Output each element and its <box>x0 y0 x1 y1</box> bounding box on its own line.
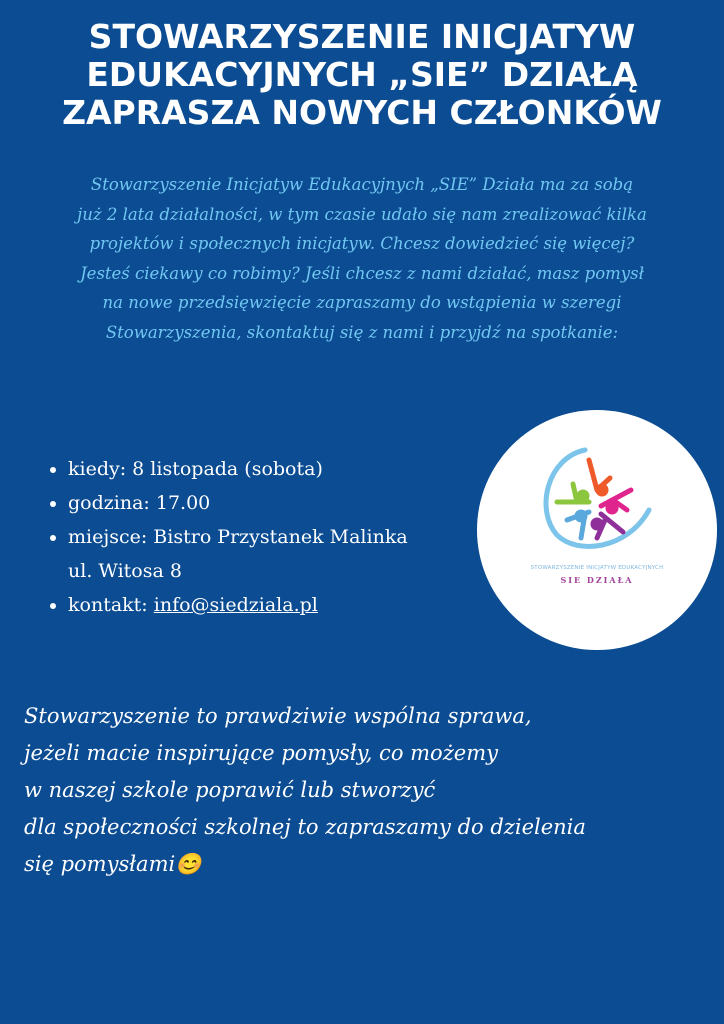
outro-line: Stowarzyszenie to prawdziwie wspólna sprawa, <box>24 704 532 728</box>
purple-figure <box>593 514 623 538</box>
green-figure <box>557 484 589 502</box>
closing-paragraph <box>24 698 586 883</box>
organization-logo <box>477 410 717 650</box>
intro-paragraph <box>20 170 704 347</box>
detail-place <box>68 520 408 588</box>
intro-line: na nowe przedsięwzięcie zapraszamy do wstąpienia w szeregi <box>102 293 622 312</box>
outro-line: w naszej szkole poprawić lub stworzyć <box>24 778 436 802</box>
intro-line: Jesteś ciekawy co robimy? Jeśli chcesz z nami działać, masz pomysł <box>80 263 644 283</box>
detail-address: ul. Witosa 8 <box>68 560 182 582</box>
detail-time: • godzina: 17.00 <box>68 486 408 520</box>
page-title <box>0 18 724 132</box>
contact-email-link[interactable]: info@siedziala.pl <box>153 594 318 616</box>
intro-line: Stowarzyszenie Inicjatyw Edukacyjnych „SIE” Działa ma za sobą <box>90 175 634 194</box>
detail-when: • kiedy: 8 listopada (sobota) <box>68 452 408 486</box>
detail-contact <box>68 588 408 622</box>
intro-line: już 2 lata działalności, w tym czasie udało się nam zrealizować kilka <box>77 204 647 224</box>
blue-figure <box>567 512 589 538</box>
intro-line: projektów i społecznych inicjatyw. Chcesz dowiedzieć się więcej? <box>89 234 635 253</box>
title-line: ZAPRASZA NOWYCH CZŁONKÓW <box>62 93 662 132</box>
detail-place-text: miejsce: Bistro Przystanek Malinka <box>68 526 408 548</box>
intro-line: Stowarzyszenia, skontaktuj się z nami i przyjdź na spotkanie: <box>105 322 619 342</box>
logo-figures-icon <box>477 410 717 650</box>
logo-name: SIE DZIAŁA <box>560 575 634 585</box>
outro-line: dla społeczności szkolnej to zapraszamy do dzielenia <box>24 815 586 839</box>
title-line: STOWARZYSZENIE INICJATYW <box>88 17 636 56</box>
event-details-list <box>46 452 408 622</box>
outro-line: jeżeli macie inspirujące pomysły, co możemy <box>24 741 498 765</box>
title-line: EDUKACYJNYCH „SIE” DZIAŁĄ <box>86 55 638 94</box>
outro-line: się pomysłami😊 <box>24 852 202 876</box>
contact-label: kontakt: <box>68 594 154 616</box>
orange-figure <box>589 460 610 494</box>
logo-subtitle: STOWARZYSZENIE INICJATYW EDUKACYJNYCH <box>530 565 664 571</box>
